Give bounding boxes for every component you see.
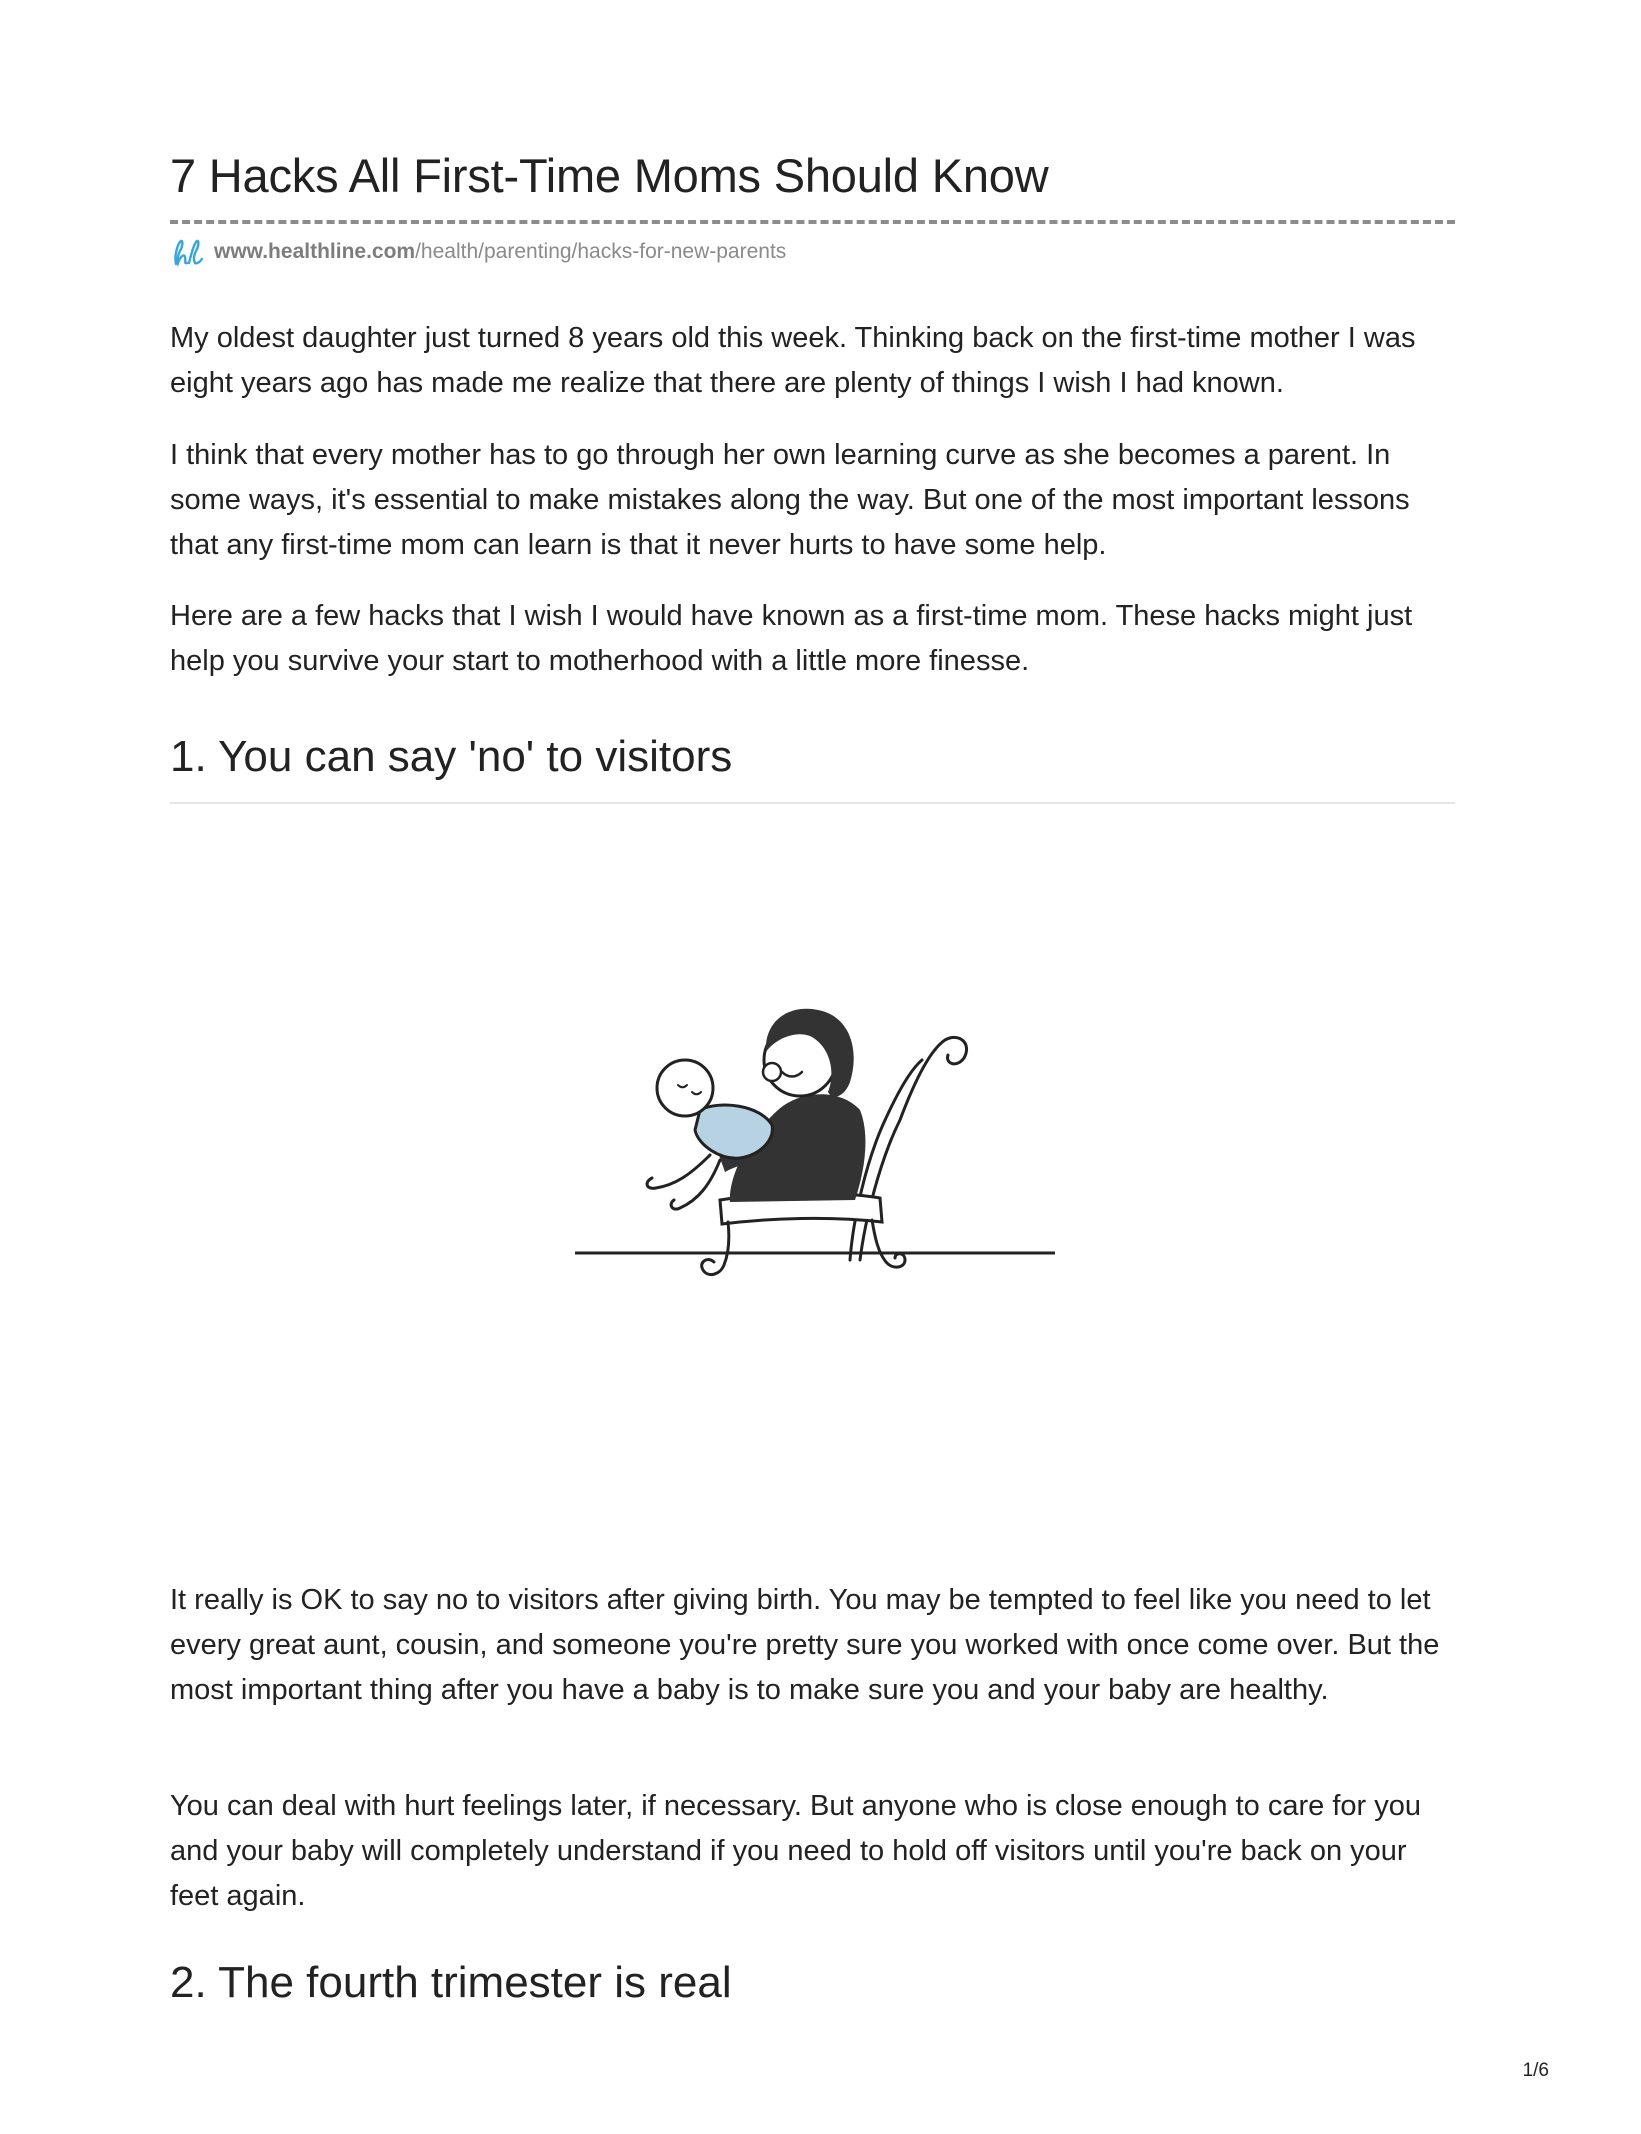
section-1-paragraph-2: You can deal with hurt feelings later, if necessary. But anyone who is close enough to care for you and your baby will completely understand if you need to hold off visitors until you're back on your feet again. (170, 1790, 1421, 1912)
intro-paragraph-1: My oldest daughter just turned 8 years old this week. Thinking back on the first-time mother I was eight years ago has made me realize that there are plenty of things I wish I had known. (170, 322, 1416, 399)
article-title: 7 Hacks All First-Time Moms Should Know (170, 149, 1049, 202)
healthline-logo-icon (170, 237, 204, 267)
intro-paragraph-2: I think that every mother has to go through her own learning curve as she becomes a parent. In some ways, it's essential to make mistakes along the way. But one of the most important lessons that any first-time mom can learn is that it never hurts to have some help. (170, 439, 1410, 561)
section-1-divider (170, 802, 1455, 804)
source-domain: www.healthline.com (214, 240, 416, 263)
source-link[interactable] (170, 236, 786, 268)
intro-paragraph-3: Here are a few hacks that I wish I would have known as a first-time mom. These hacks might just help you survive your start to motherhood with a little more finesse. (170, 600, 1413, 677)
section-1-heading: 1. You can say 'no' to visitors (170, 732, 733, 781)
section-1-paragraph-1: It really is OK to say no to visitors after giving birth. You may be tempted to feel like you need to let every great aunt, cousin, and someone you're pretty sure you worked with once come over. But the most important thing after you have a baby is to make sure you and your baby are healthy. (170, 1584, 1440, 1706)
mother-holding-baby-illustration (560, 960, 1060, 1300)
source-path: /health/parenting/hacks-for-new-parents (415, 240, 787, 263)
title-divider (170, 220, 1455, 224)
section-2-heading: 2. The fourth trimester is real (170, 1958, 732, 2007)
page-number: 1/6 (1522, 2060, 1549, 2081)
